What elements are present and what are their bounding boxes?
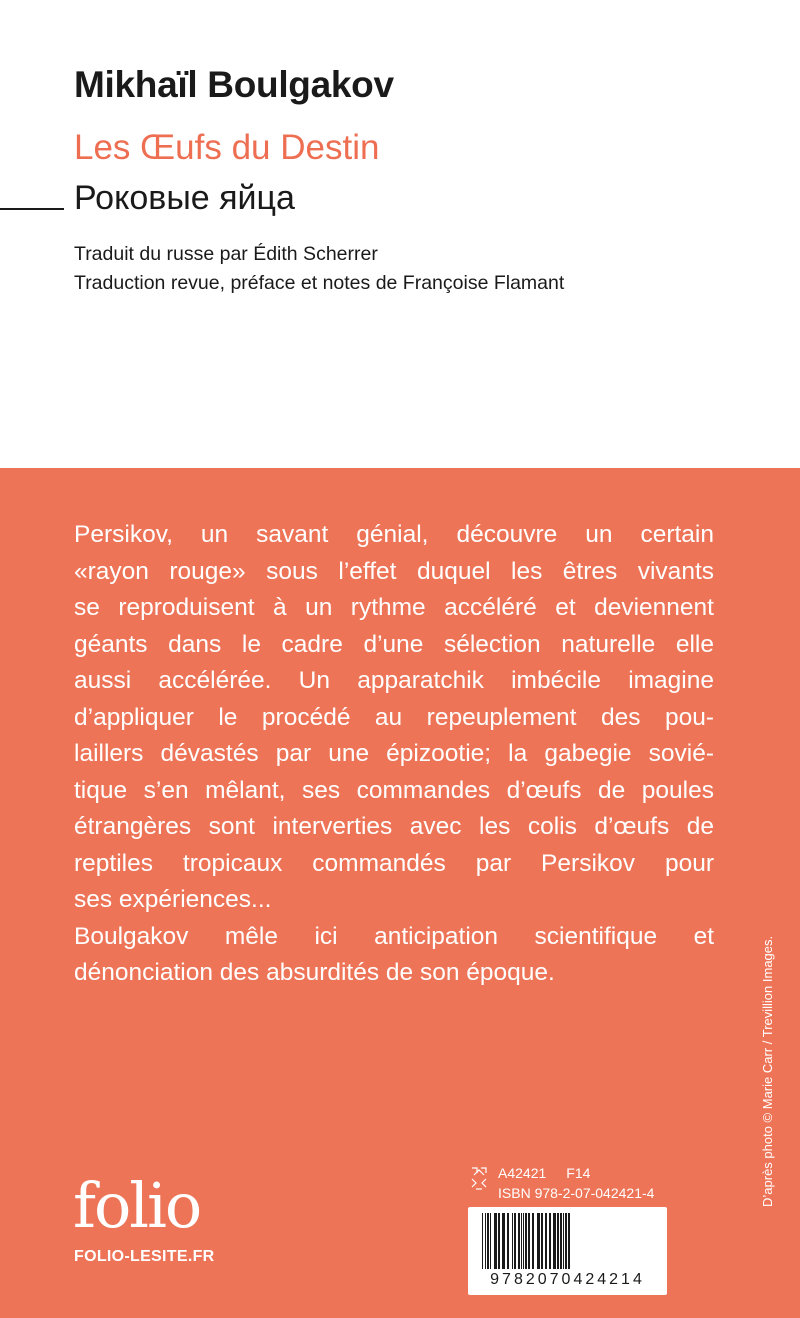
translator-credit: Traduit du russe par Édith Scherrer [74, 243, 378, 265]
barcode-bar [514, 1213, 516, 1269]
price-code: F14 [566, 1165, 591, 1181]
photo-credit: D’après photo © Marie Carr / Trevillion Images. [760, 935, 775, 1207]
author-name: Mikhaïl Boulgakov [74, 64, 394, 105]
barcode-bar [502, 1213, 505, 1269]
barcode-bar [537, 1213, 540, 1269]
barcode-bar [512, 1213, 513, 1269]
blurb-line: tique s’en mêlant, ses commandes d’œufs de poules [74, 776, 714, 804]
barcode-bar [498, 1213, 500, 1269]
barcode-bar [568, 1213, 570, 1269]
barcode-bar [532, 1213, 534, 1269]
barcode-bar [482, 1213, 483, 1269]
publisher-website-link[interactable]: FOLIO-LESITE.FR [74, 1248, 215, 1265]
book-title-russian: Роковые яйца [74, 179, 295, 217]
barcode-bar [553, 1213, 556, 1269]
blurb-line: géants dans le cadre d’une sélection naturelle elle [74, 630, 714, 658]
blurb-line: dénonciation des absurdités de son époque. [74, 959, 555, 986]
barcode-bar [557, 1213, 559, 1269]
barcode-bars [480, 1213, 655, 1271]
blurb-line: ses expériences... [74, 886, 272, 913]
isbn-text: ISBN 978-2-07-042421-4 [498, 1185, 655, 1201]
barcode [468, 1207, 667, 1295]
blurb-line: «rayon rouge» sous l’effet duquel les êtres vivants [74, 557, 714, 585]
cover-top-panel [0, 0, 800, 468]
barcode-bar [565, 1213, 567, 1269]
blurb-line: reptiles tropicaux commandés par Persikov pour [74, 849, 714, 877]
barcode-bar [521, 1213, 522, 1269]
barcode-bar [487, 1213, 489, 1269]
barcode-bar [560, 1213, 562, 1269]
reference-code: A42421 [498, 1165, 547, 1181]
barcode-bar [528, 1213, 530, 1269]
revision-credit: Traduction revue, préface et notes de Françoise Flamant [74, 272, 565, 294]
barcode-bar [494, 1213, 497, 1269]
book-title-french: Les Œufs du Destin [74, 128, 380, 167]
translation-credits [74, 240, 564, 298]
blurb-line: se reproduisent à un rythme accéléré et deviennent [74, 594, 714, 621]
blurb-line: d’appliquer le procédé au repeuplement des pou- [74, 703, 714, 731]
barcode-bar [541, 1213, 543, 1269]
barcode-bar [545, 1213, 547, 1269]
barcode-bar [485, 1213, 486, 1269]
barcode-bar [525, 1213, 527, 1269]
recycling-logo-icon [470, 1165, 488, 1193]
title-divider [0, 208, 64, 210]
blurb-line: étrangères sont interverties avec les colis d’œufs de [74, 813, 714, 840]
blurb-line: laillers dévastés par une épizootie; la gabegie sovié- [74, 740, 714, 767]
barcode-number: 9782070424214 [490, 1271, 645, 1288]
barcode-bar [563, 1213, 564, 1269]
barcode-bar [518, 1213, 520, 1269]
back-cover-blurb [74, 517, 714, 992]
barcode-bar [549, 1213, 551, 1269]
barcode-bar [507, 1213, 509, 1269]
folio-logo: folio [73, 1169, 201, 1242]
blurb-line: aussi accélérée. Un apparatchik imbécile imagine [74, 667, 714, 694]
barcode-bar [523, 1213, 524, 1269]
blurb-line: Persikov, un savant génial, découvre un certain [74, 521, 714, 548]
blurb-line: Boulgakov mêle ici anticipation scientifique et [74, 922, 714, 950]
barcode-bar [490, 1213, 491, 1269]
